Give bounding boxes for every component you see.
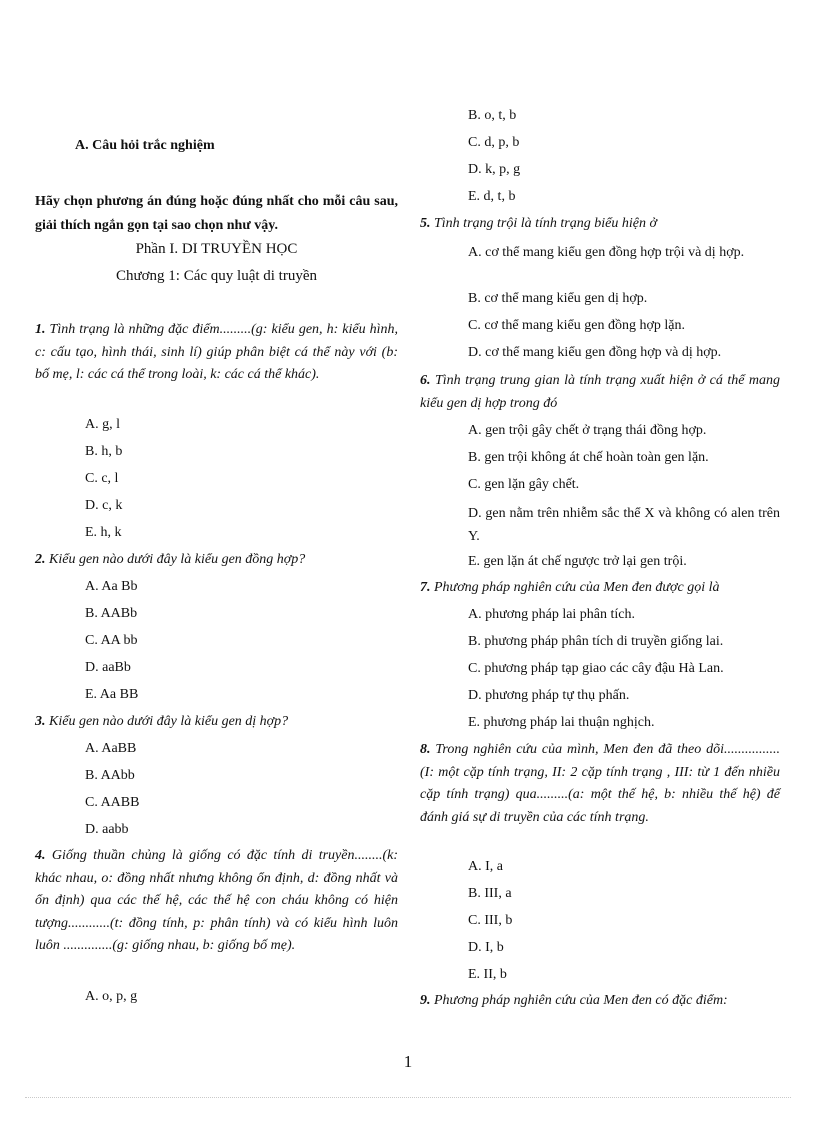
option-item[interactable]: A. g, l: [85, 417, 120, 432]
option-item[interactable]: A. gen trội gây chết ở trạng thái đồng hợp.: [468, 423, 707, 438]
question-number: 5.: [420, 216, 431, 231]
option-item[interactable]: A. o, p, g: [85, 989, 138, 1004]
option-item[interactable]: E. Aa BB: [85, 687, 139, 702]
option-item[interactable]: B. AABb: [85, 606, 138, 621]
question-text: Phương pháp nghiên cứu của Men đen có đặc điểm:: [434, 993, 728, 1008]
page-number: 1: [403, 1052, 413, 1071]
question-3: [35, 714, 288, 730]
option-item[interactable]: A. I, a: [468, 859, 503, 874]
option-item[interactable]: C. III, b: [468, 913, 513, 928]
question-9: [420, 993, 728, 1009]
option-item[interactable]: D. phương pháp tự thụ phấn.: [468, 688, 630, 703]
question-5: [420, 216, 657, 232]
option-item[interactable]: D. c, k: [85, 498, 123, 513]
question-6: [420, 370, 780, 415]
option-item[interactable]: C. phương pháp tạp giao các cây đậu Hà Lan.: [468, 661, 724, 676]
question-number: 6.: [420, 373, 431, 388]
section-title: A. Câu hỏi trắc nghiệm: [75, 138, 215, 153]
question-text: Giống thuần chủng là giống có đặc tính di truyền........(k: khác nhau, o: đồng nhất nhưng không ổn định, d: đồng nhất và ổn định) qua các thế hệ, các thế hệ con cháu không có hiện tượng............(t: đồng tính, p: phân tính) và có kiểu hình luôn luôn ..............(g: giống nhau, b: giống bố mẹ).: [35, 848, 398, 953]
question-text: Kiểu gen nào dưới đây là kiểu gen dị hợp?: [49, 714, 289, 729]
option-item[interactable]: C. AABB: [85, 795, 140, 810]
option-item[interactable]: B. AAbb: [85, 768, 135, 783]
question-number: 3.: [35, 714, 46, 729]
option-item[interactable]: C. cơ thể mang kiểu gen đồng hợp lặn.: [468, 318, 685, 333]
question-text: Trong nghiên cứu của mình, Men đen đã theo dõi................(I: một cặp tính trạng, II: 2 cặp tính trạng , III: từ 1 đến nhiều cặp tính trạng) qua.........(a: một thế hệ, b: nhiều thế hệ) để đánh giá sự di truyền của các tính trạng.: [420, 742, 781, 825]
option-item[interactable]: C. d, p, b: [468, 135, 520, 150]
option-item[interactable]: C. AA bb: [85, 633, 138, 648]
footer-divider: [25, 1097, 791, 1098]
option-item[interactable]: B. III, a: [468, 886, 512, 901]
option-item[interactable]: A. phương pháp lai phân tích.: [468, 607, 636, 622]
option-item[interactable]: E. d, t, b: [468, 189, 516, 204]
question-number: 8.: [420, 742, 431, 757]
option-item[interactable]: B. gen trội không át chế hoàn toàn gen lặn.: [468, 450, 709, 465]
question-2: [35, 552, 305, 568]
option-item[interactable]: A. AaBB: [85, 741, 137, 756]
option-item[interactable]: D. k, p, g: [468, 162, 521, 177]
question-1: [35, 319, 398, 387]
question-7: [420, 580, 720, 596]
part-title: Phần I. DI TRUYỀN HỌC: [135, 241, 298, 257]
option-item[interactable]: E. II, b: [468, 967, 507, 982]
option-item[interactable]: E. h, k: [85, 525, 122, 540]
question-number: 2.: [35, 552, 46, 567]
question-number: 7.: [420, 580, 431, 595]
option-item[interactable]: E. gen lặn át chế ngược trở lại gen trội.: [468, 554, 687, 569]
option-item[interactable]: D. I, b: [468, 940, 504, 955]
question-number: 9.: [420, 993, 431, 1008]
option-item[interactable]: D. aaBb: [85, 660, 131, 675]
option-item[interactable]: D. gen nằm trên nhiễm sắc thể X và không có alen trên Y.: [468, 506, 780, 544]
option-item[interactable]: B. o, t, b: [468, 108, 517, 123]
option-item[interactable]: A. cơ thể mang kiểu gen đồng hợp trội và dị hợp.: [468, 245, 745, 260]
option-item[interactable]: A. Aa Bb: [85, 579, 138, 594]
chapter-title: Chương 1: Các quy luật di truyền: [115, 268, 318, 284]
question-4: [35, 845, 398, 958]
option-item[interactable]: B. h, b: [85, 444, 123, 459]
option-item[interactable]: C. gen lặn gây chết.: [468, 477, 580, 492]
option-item[interactable]: D. aabb: [85, 822, 129, 837]
option-item[interactable]: B. phương pháp phân tích di truyền giống lai.: [468, 634, 724, 649]
question-text: Tình trạng trung gian là tính trạng xuất hiện ở cá thể mang kiểu gen dị hợp trong đó: [420, 373, 781, 411]
question-text: Tình trạng trội là tính trạng biểu hiện ở: [434, 216, 657, 231]
question-number: 4.: [35, 848, 46, 863]
instruction-text: Hãy chọn phương án đúng hoặc đúng nhất cho mỗi câu sau, giải thích ngắn gọn tại sao chọn như vậy.: [35, 194, 398, 233]
option-item[interactable]: B. cơ thể mang kiểu gen dị hợp.: [468, 291, 648, 306]
question-text: Kiểu gen nào dưới đây là kiểu gen đồng hợp?: [49, 552, 306, 567]
option-item[interactable]: C. c, l: [85, 471, 119, 486]
question-8: [420, 739, 780, 829]
question-text: Phương pháp nghiên cứu của Men đen được gọi là: [434, 580, 720, 595]
option-item[interactable]: E. phương pháp lai thuận nghịch.: [468, 715, 655, 730]
question-number: 1.: [35, 322, 46, 337]
option-item[interactable]: D. cơ thể mang kiểu gen đồng hợp và dị hợp.: [468, 345, 722, 360]
question-text: Tình trạng là những đặc điểm.........(g: kiểu gen, h: kiểu hình, c: cấu tạo, hình thái, sinh lí) giúp phân biệt cá thể này với (b: bố mẹ, l: các cá thể trong loài, k: các cá thể khác).: [35, 322, 398, 382]
